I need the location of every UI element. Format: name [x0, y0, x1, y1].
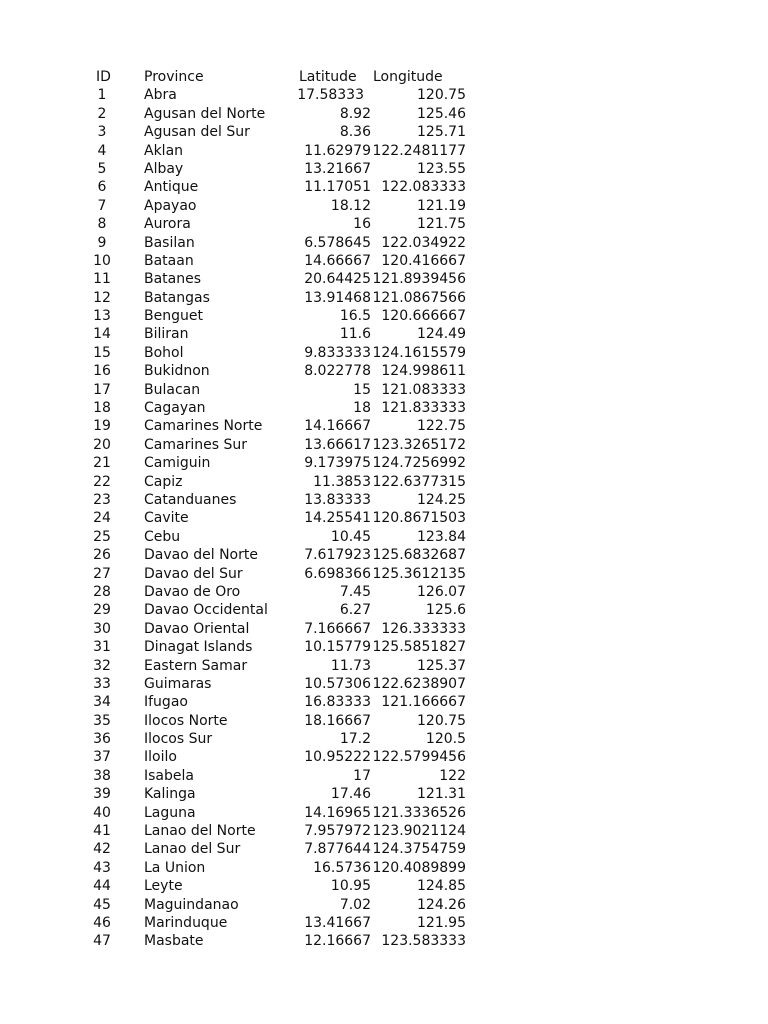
- cell-latitude: 17: [353, 767, 371, 784]
- cell-longitude: 121.95: [417, 914, 466, 931]
- cell-province: Cavite: [144, 510, 189, 527]
- cell-id: 37: [93, 749, 111, 766]
- cell-province: Batanes: [144, 271, 202, 288]
- cell-province: Leyte: [144, 878, 183, 895]
- cell-longitude: 122.75: [417, 418, 466, 435]
- cell-latitude: 11.73: [330, 657, 371, 674]
- cell-province: Ifugao: [144, 694, 188, 711]
- table-header-row: [0, 68, 768, 86]
- cell-id: 15: [93, 344, 111, 361]
- cell-province: Iloilo: [144, 749, 177, 766]
- table-row: [0, 546, 768, 564]
- cell-latitude: 14.16965: [304, 804, 371, 821]
- cell-province: Basilan: [144, 234, 195, 251]
- cell-province: Bataan: [144, 252, 194, 269]
- cell-province: Bohol: [144, 344, 184, 361]
- cell-province: Aurora: [144, 216, 191, 233]
- table-row: [0, 160, 768, 178]
- cell-province: Davao del Sur: [144, 565, 243, 582]
- cell-longitude: 124.7256992: [372, 455, 466, 472]
- cell-province: Benguet: [144, 308, 203, 325]
- cell-latitude: 11.3853: [313, 473, 371, 490]
- cell-latitude: 16.83333: [304, 694, 371, 711]
- cell-id: 35: [93, 712, 111, 729]
- table-row: [0, 399, 768, 417]
- cell-latitude: 16.5736: [313, 859, 371, 876]
- cell-province: Abra: [144, 87, 177, 104]
- cell-longitude: 121.8939456: [372, 271, 466, 288]
- cell-longitude: 125.46: [417, 105, 466, 122]
- cell-id: 43: [93, 859, 111, 876]
- cell-id: 3: [97, 124, 107, 141]
- cell-province: Marinduque: [144, 914, 228, 931]
- cell-id: 36: [93, 731, 111, 748]
- cell-longitude: 125.37: [417, 657, 466, 674]
- table-row: [0, 362, 768, 380]
- cell-id: 22: [93, 473, 111, 490]
- cell-latitude: 20.64425: [304, 271, 371, 288]
- table-row: [0, 859, 768, 877]
- cell-province: Camarines Norte: [144, 418, 263, 435]
- table-row: [0, 914, 768, 932]
- cell-id: 44: [93, 878, 111, 895]
- table-row: [0, 583, 768, 601]
- cell-longitude: 125.5851827: [372, 639, 466, 656]
- cell-id: 28: [93, 583, 111, 600]
- cell-longitude: 120.5: [425, 731, 466, 748]
- table-row: [0, 270, 768, 288]
- table-row: [0, 197, 768, 215]
- cell-latitude: 14.66667: [304, 252, 371, 269]
- cell-latitude: 10.95222: [304, 749, 371, 766]
- table-row: [0, 381, 768, 399]
- table-row: [0, 565, 768, 583]
- cell-province: Masbate: [144, 933, 204, 950]
- cell-id: 46: [93, 914, 111, 931]
- table-body: [0, 86, 768, 950]
- cell-province: Davao de Oro: [144, 583, 241, 600]
- cell-id: 32: [93, 657, 111, 674]
- cell-latitude: 7.617923: [304, 547, 371, 564]
- header-id: ID: [96, 69, 111, 85]
- cell-latitude: 13.66617: [304, 436, 371, 453]
- cell-longitude: 126.333333: [381, 620, 466, 637]
- cell-province: Camiguin: [144, 455, 211, 472]
- cell-latitude: 11.17051: [304, 179, 371, 196]
- cell-id: 16: [93, 363, 111, 380]
- cell-id: 10: [93, 252, 111, 269]
- cell-id: 12: [93, 289, 111, 306]
- cell-longitude: 124.85: [417, 878, 466, 895]
- cell-longitude: 124.1615579: [372, 344, 466, 361]
- cell-id: 11: [93, 271, 111, 288]
- cell-longitude: 122.6377315: [372, 473, 466, 490]
- cell-province: Cagayan: [144, 400, 206, 417]
- cell-longitude: 121.75: [417, 216, 466, 233]
- cell-id: 9: [97, 234, 107, 251]
- cell-longitude: 123.3265172: [372, 436, 466, 453]
- cell-longitude: 121.19: [417, 197, 466, 214]
- cell-longitude: 121.3336526: [372, 804, 466, 821]
- cell-latitude: 17.58333: [297, 87, 364, 104]
- cell-latitude: 6.578645: [304, 234, 371, 251]
- cell-id: 24: [93, 510, 111, 527]
- cell-longitude: 125.6832687: [372, 547, 466, 564]
- cell-latitude: 11.6: [339, 326, 371, 343]
- cell-province: Ilocos Norte: [144, 712, 228, 729]
- table-row: [0, 417, 768, 435]
- cell-longitude: 125.71: [417, 124, 466, 141]
- cell-province: Lanao del Norte: [144, 823, 256, 840]
- table-row: [0, 730, 768, 748]
- cell-province: Davao del Norte: [144, 547, 258, 564]
- cell-latitude: 14.16667: [304, 418, 371, 435]
- table-row: [0, 436, 768, 454]
- table-row: [0, 804, 768, 822]
- cell-province: Guimaras: [144, 675, 212, 692]
- table-row: [0, 675, 768, 693]
- cell-longitude: 120.666667: [381, 308, 466, 325]
- cell-longitude: 124.49: [417, 326, 466, 343]
- cell-id: 31: [93, 639, 111, 656]
- cell-longitude: 121.166667: [381, 694, 466, 711]
- cell-province: Agusan del Norte: [144, 105, 266, 122]
- cell-longitude: 122: [439, 767, 466, 784]
- cell-id: 14: [93, 326, 111, 343]
- cell-id: 19: [93, 418, 111, 435]
- cell-id: 25: [93, 528, 111, 545]
- table-row: [0, 105, 768, 123]
- cell-longitude: 120.75: [417, 712, 466, 729]
- cell-id: 30: [93, 620, 111, 637]
- cell-latitude: 13.83333: [304, 491, 371, 508]
- table-row: [0, 123, 768, 141]
- cell-latitude: 15: [353, 381, 371, 398]
- table-row: [0, 767, 768, 785]
- table-row: [0, 454, 768, 472]
- province-table: [0, 68, 768, 951]
- cell-latitude: 6.698366: [304, 565, 371, 582]
- cell-id: 45: [93, 896, 111, 913]
- cell-province: Davao Occidental: [144, 602, 268, 619]
- cell-province: Biliran: [144, 326, 189, 343]
- cell-latitude: 7.877644: [304, 841, 371, 858]
- cell-longitude: 125.3612135: [372, 565, 466, 582]
- table-row: [0, 693, 768, 711]
- cell-longitude: 122.034922: [381, 234, 466, 251]
- cell-longitude: 122.5799456: [372, 749, 466, 766]
- cell-province: Capiz: [144, 473, 183, 490]
- table-row: [0, 142, 768, 160]
- cell-province: Kalinga: [144, 786, 196, 803]
- table-row: [0, 289, 768, 307]
- header-longitude: Longitude: [373, 69, 443, 85]
- cell-latitude: 9.173975: [304, 455, 371, 472]
- table-row: [0, 491, 768, 509]
- table-row: [0, 325, 768, 343]
- cell-province: Cebu: [144, 528, 181, 545]
- cell-longitude: 120.416667: [381, 252, 466, 269]
- cell-longitude: 123.583333: [381, 933, 466, 950]
- table-row: [0, 528, 768, 546]
- cell-longitude: 122.6238907: [372, 675, 466, 692]
- cell-id: 23: [93, 491, 111, 508]
- table-row: [0, 86, 768, 104]
- cell-province: Dinagat Islands: [144, 639, 253, 656]
- cell-latitude: 18.12: [330, 197, 371, 214]
- cell-latitude: 13.91468: [304, 289, 371, 306]
- cell-id: 8: [97, 216, 107, 233]
- cell-id: 6: [97, 179, 107, 196]
- table-row: [0, 712, 768, 730]
- cell-id: 42: [93, 841, 111, 858]
- cell-latitude: 14.25541: [304, 510, 371, 527]
- table-row: [0, 785, 768, 803]
- table-row: [0, 748, 768, 766]
- table-row: [0, 657, 768, 675]
- cell-latitude: 7.166667: [304, 620, 371, 637]
- cell-latitude: 10.95: [330, 878, 371, 895]
- cell-longitude: 124.25: [417, 491, 466, 508]
- cell-province: Aklan: [144, 142, 184, 159]
- cell-province: Camarines Sur: [144, 436, 247, 453]
- cell-province: Agusan del Sur: [144, 124, 250, 141]
- cell-latitude: 18: [353, 400, 371, 417]
- cell-province: La Union: [144, 859, 206, 876]
- cell-longitude: 124.998611: [381, 363, 466, 380]
- cell-id: 1: [97, 87, 107, 104]
- cell-longitude: 121.31: [417, 786, 466, 803]
- cell-longitude: 121.833333: [381, 400, 466, 417]
- cell-id: 7: [97, 197, 107, 214]
- cell-longitude: 121.0867566: [372, 289, 466, 306]
- cell-latitude: 12.16667: [304, 933, 371, 950]
- table-row: [0, 178, 768, 196]
- header-latitude: Latitude: [299, 69, 357, 85]
- cell-longitude: 120.8671503: [372, 510, 466, 527]
- cell-id: 47: [93, 933, 111, 950]
- cell-latitude: 16: [353, 216, 371, 233]
- header-province: Province: [144, 69, 204, 85]
- cell-latitude: 7.45: [339, 583, 371, 600]
- cell-latitude: 16.5: [339, 308, 371, 325]
- cell-latitude: 8.92: [339, 105, 371, 122]
- cell-latitude: 13.41667: [304, 914, 371, 931]
- table-row: [0, 840, 768, 858]
- cell-id: 39: [93, 786, 111, 803]
- cell-latitude: 11.62979: [304, 142, 371, 159]
- table-row: [0, 509, 768, 527]
- cell-latitude: 18.16667: [304, 712, 371, 729]
- cell-province: Lanao del Sur: [144, 841, 241, 858]
- table-row: [0, 822, 768, 840]
- table-row: [0, 252, 768, 270]
- cell-id: 33: [93, 675, 111, 692]
- table-row: [0, 877, 768, 895]
- cell-province: Albay: [144, 160, 184, 177]
- cell-longitude: 120.75: [417, 87, 466, 104]
- cell-latitude: 10.57306: [304, 675, 371, 692]
- table-row: [0, 932, 768, 950]
- cell-province: Isabela: [144, 767, 194, 784]
- cell-id: 27: [93, 565, 111, 582]
- cell-longitude: 123.84: [417, 528, 466, 545]
- cell-province: Antique: [144, 179, 199, 196]
- cell-latitude: 10.45: [330, 528, 371, 545]
- cell-id: 26: [93, 547, 111, 564]
- cell-latitude: 7.02: [339, 896, 371, 913]
- cell-province: Maguindanao: [144, 896, 239, 913]
- cell-id: 18: [93, 400, 111, 417]
- cell-longitude: 125.6: [425, 602, 466, 619]
- cell-longitude: 123.9021124: [372, 823, 466, 840]
- cell-id: 40: [93, 804, 111, 821]
- cell-longitude: 126.07: [417, 583, 466, 600]
- cell-latitude: 7.957972: [304, 823, 371, 840]
- cell-id: 13: [93, 308, 111, 325]
- cell-id: 2: [97, 105, 107, 122]
- table-row: [0, 215, 768, 233]
- cell-longitude: 123.55: [417, 160, 466, 177]
- cell-id: 20: [93, 436, 111, 453]
- cell-province: Davao Oriental: [144, 620, 250, 637]
- cell-id: 21: [93, 455, 111, 472]
- cell-latitude: 8.022778: [304, 363, 371, 380]
- cell-province: Bukidnon: [144, 363, 210, 380]
- cell-id: 41: [93, 823, 111, 840]
- cell-province: Laguna: [144, 804, 196, 821]
- cell-longitude: 122.083333: [381, 179, 466, 196]
- cell-province: Eastern Samar: [144, 657, 248, 674]
- cell-latitude: 10.15779: [304, 639, 371, 656]
- cell-id: 4: [97, 142, 107, 159]
- cell-id: 38: [93, 767, 111, 784]
- cell-province: Catanduanes: [144, 491, 237, 508]
- cell-latitude: 6.27: [339, 602, 371, 619]
- table-row: [0, 896, 768, 914]
- table-row: [0, 601, 768, 619]
- cell-province: Bulacan: [144, 381, 201, 398]
- cell-longitude: 122.2481177: [372, 142, 466, 159]
- cell-longitude: 124.26: [417, 896, 466, 913]
- table-row: [0, 638, 768, 656]
- table-row: [0, 473, 768, 491]
- table-row: [0, 234, 768, 252]
- cell-latitude: 9.833333: [304, 344, 371, 361]
- cell-id: 29: [93, 602, 111, 619]
- cell-province: Batangas: [144, 289, 210, 306]
- cell-longitude: 124.3754759: [372, 841, 466, 858]
- cell-province: Ilocos Sur: [144, 731, 213, 748]
- cell-id: 5: [97, 160, 107, 177]
- cell-id: 34: [93, 694, 111, 711]
- cell-latitude: 17.2: [339, 731, 371, 748]
- cell-longitude: 120.4089899: [372, 859, 466, 876]
- table-row: [0, 307, 768, 325]
- cell-latitude: 13.21667: [304, 160, 371, 177]
- cell-latitude: 17.46: [330, 786, 371, 803]
- cell-id: 17: [93, 381, 111, 398]
- cell-latitude: 8.36: [339, 124, 371, 141]
- cell-longitude: 121.083333: [381, 381, 466, 398]
- table-row: [0, 344, 768, 362]
- table-row: [0, 620, 768, 638]
- cell-province: Apayao: [144, 197, 197, 214]
